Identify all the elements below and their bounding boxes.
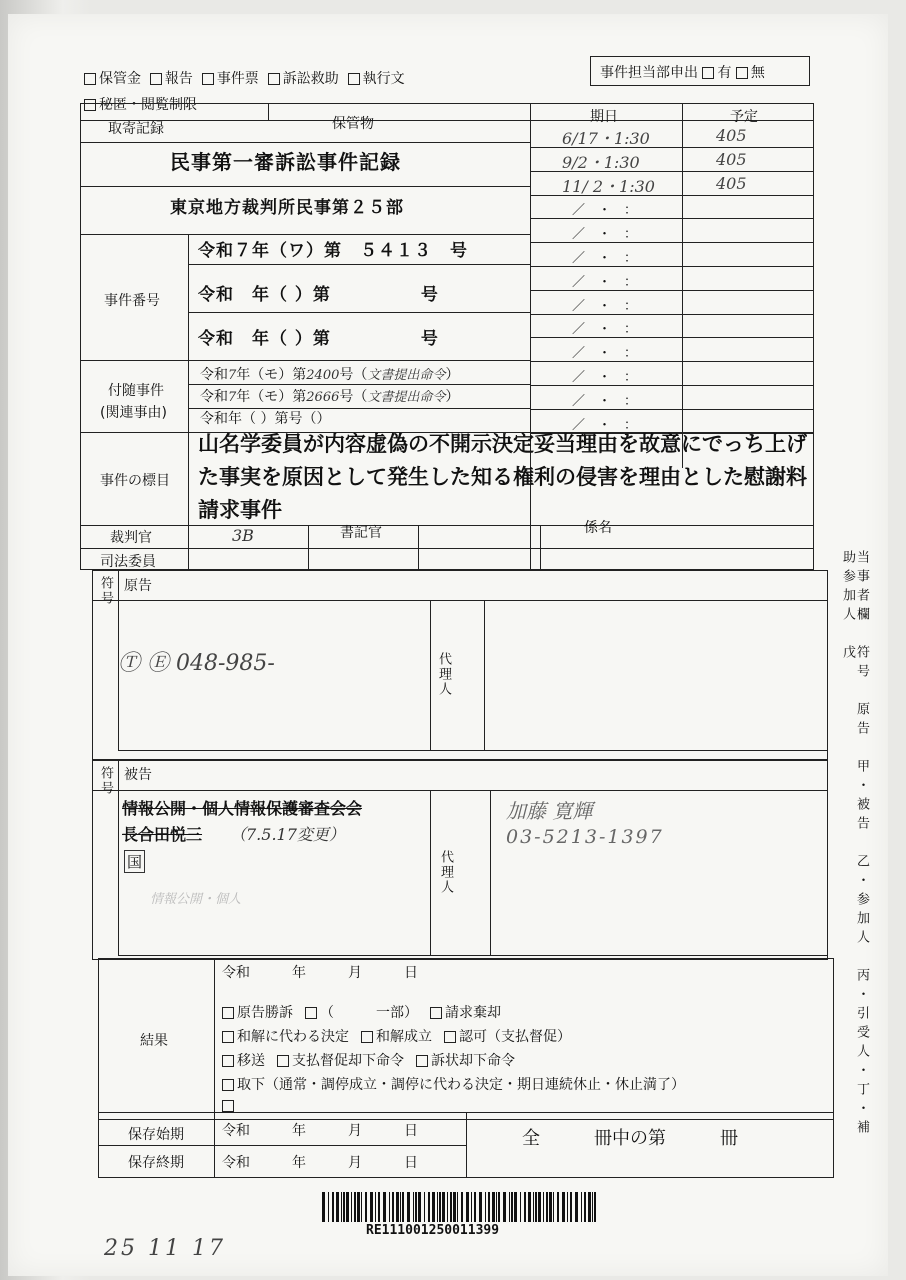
barcode-bar bbox=[567, 1192, 568, 1222]
subject-label: 事件の標目 bbox=[100, 473, 170, 489]
related-handwritten: 7 bbox=[228, 368, 237, 383]
related-case-row bbox=[200, 408, 330, 428]
date-blank: ／ ・ ： bbox=[572, 394, 638, 409]
barcode-bar bbox=[370, 1192, 373, 1222]
record-title: 民事第一審訴訟事件記録 bbox=[170, 150, 401, 174]
rule bbox=[80, 234, 530, 235]
date-blank: ／ ・ ： bbox=[572, 299, 638, 314]
toriyose-label: 取寄記録 bbox=[108, 121, 164, 137]
barcode-bar bbox=[471, 1192, 472, 1222]
checkbox-icon[interactable] bbox=[150, 73, 162, 85]
rule bbox=[188, 312, 530, 313]
date-blank: ／ ・ ： bbox=[572, 370, 638, 385]
case-number-1: 令和７年（ワ）第 ５４１３ 号 bbox=[198, 241, 468, 261]
barcode-bar bbox=[450, 1192, 452, 1222]
houkoku-label: 報告 bbox=[164, 71, 193, 87]
barcode-bar bbox=[402, 1192, 404, 1222]
related-label: 付随事件 bbox=[108, 383, 164, 399]
barcode-bar bbox=[396, 1192, 399, 1222]
rule bbox=[484, 600, 485, 750]
date-row-rule bbox=[530, 218, 814, 219]
related-text: 令和 bbox=[200, 367, 228, 383]
barcode-bar bbox=[437, 1192, 438, 1222]
hozon-end-label: 保存終期 bbox=[128, 1155, 184, 1171]
checkbox-icon[interactable] bbox=[361, 1031, 373, 1043]
kijitsu-label: 期日 bbox=[590, 109, 618, 125]
result-date: 令和 年 月 日 bbox=[222, 965, 418, 981]
barcode-bar bbox=[361, 1192, 362, 1222]
barcode-bar bbox=[492, 1192, 495, 1222]
kakari-label: 係名 bbox=[584, 520, 612, 536]
hokankin-label: 保管金 bbox=[99, 71, 141, 87]
barcode-bar bbox=[488, 1192, 490, 1222]
checkbox-icon[interactable] bbox=[736, 67, 748, 79]
result-option-label: 支払督促却下命令 bbox=[292, 1053, 404, 1069]
related-handwritten: 文書提出命令 bbox=[367, 368, 446, 383]
barcode-bar bbox=[457, 1192, 458, 1222]
barcode-bar bbox=[498, 1192, 500, 1222]
barcode-bar bbox=[375, 1192, 376, 1222]
rule bbox=[188, 384, 530, 385]
barcode-bar bbox=[428, 1192, 430, 1222]
barcode-bar bbox=[546, 1192, 548, 1222]
checkbox-icon[interactable] bbox=[305, 1007, 317, 1019]
date-blank: ／ ・ ： bbox=[572, 251, 638, 266]
rule bbox=[80, 142, 530, 143]
date-blank: ／ ・ ： bbox=[572, 418, 638, 433]
checkbox-icon[interactable] bbox=[348, 73, 360, 85]
rule bbox=[98, 1145, 466, 1146]
barcode-bar bbox=[413, 1192, 414, 1222]
hozon-start-label: 保存始期 bbox=[128, 1127, 184, 1143]
shikkobun-label: 執行文 bbox=[362, 71, 405, 87]
rule bbox=[92, 790, 828, 791]
result-option-label: 訴状却下命令 bbox=[431, 1053, 515, 1069]
date-row-rule bbox=[530, 266, 814, 267]
barcode-bar bbox=[415, 1192, 417, 1222]
related-text: 令和 bbox=[200, 389, 228, 405]
related-text: ） bbox=[316, 411, 331, 427]
barcode-bar bbox=[553, 1192, 554, 1222]
header-checkbox-row1 bbox=[84, 68, 405, 88]
defendant-change-note: （7.5.17変更） bbox=[230, 825, 345, 844]
plaintiff-agent-label: 代理人 bbox=[436, 652, 451, 697]
result-option-row bbox=[222, 1050, 527, 1070]
barcode-bar bbox=[322, 1192, 325, 1222]
sosho-kyujo-label: 訴訟救助 bbox=[282, 71, 339, 87]
barcode-bar bbox=[594, 1192, 596, 1222]
defendant-state: 国 bbox=[124, 850, 145, 873]
result-option-row bbox=[222, 1002, 513, 1022]
date-row-rule bbox=[530, 242, 814, 243]
date-blank: ／ ・ ： bbox=[572, 346, 638, 361]
barcode-bar bbox=[453, 1192, 456, 1222]
court-name: 東京地方裁判所民事第２５部 bbox=[170, 198, 404, 218]
barcode-bar bbox=[528, 1192, 531, 1222]
fugo-label-1: 符号 bbox=[98, 576, 113, 606]
checkbox-icon[interactable] bbox=[222, 1079, 234, 1091]
barcode-bar bbox=[336, 1192, 339, 1222]
rule bbox=[682, 103, 683, 468]
related-text: 令和 bbox=[200, 411, 228, 427]
barcode-bar bbox=[514, 1192, 517, 1222]
checkbox-icon[interactable] bbox=[268, 73, 280, 85]
barcode-bar bbox=[346, 1192, 349, 1222]
case-subject: 山名学委員が内容虚偽の不開示決定妥当理由を故意にでっち上げた事実を原因として発生した知る権利の侵害を理由とした慰謝料請求事件 bbox=[198, 432, 807, 522]
barcode-bar bbox=[543, 1192, 544, 1222]
defendant-agent-name: 加藤 寛輝 bbox=[506, 799, 593, 823]
rule bbox=[214, 1112, 215, 1178]
barcode-bar bbox=[328, 1192, 329, 1222]
rule bbox=[80, 120, 814, 121]
hearing-room: 405 bbox=[716, 126, 747, 145]
related-handwritten: 2400 bbox=[306, 368, 340, 383]
rule bbox=[188, 264, 530, 265]
dept-no-label: 無 bbox=[750, 65, 765, 81]
dept-report bbox=[600, 62, 765, 82]
barcode-bar bbox=[511, 1192, 513, 1222]
related-sub-label: (関連事由) bbox=[100, 405, 167, 421]
barcode-bar bbox=[496, 1192, 497, 1222]
related-handwritten: 文書提出命令 bbox=[367, 390, 446, 405]
rule bbox=[214, 958, 215, 1120]
checkbox-icon[interactable] bbox=[202, 73, 214, 85]
rule bbox=[540, 525, 541, 570]
barcode-bar bbox=[533, 1192, 534, 1222]
defendant-struck-line1: 情報公開・個人情報保護審査会会 bbox=[122, 799, 363, 818]
related-case-row bbox=[200, 386, 459, 406]
hitoku-label: 秘匿・閲覧制限 bbox=[99, 97, 197, 113]
barcode-bar bbox=[378, 1192, 380, 1222]
rule bbox=[118, 760, 119, 790]
judge-handwritten: 3B bbox=[232, 526, 254, 545]
checkbox-icon[interactable] bbox=[416, 1055, 428, 1067]
barcode-bar bbox=[432, 1192, 435, 1222]
rule bbox=[188, 432, 189, 570]
case-number-3: 令和 年（ ）第 号 bbox=[198, 329, 439, 349]
rule bbox=[80, 548, 814, 549]
barcode-bar bbox=[562, 1192, 565, 1222]
date-row-rule bbox=[530, 314, 814, 315]
barcode-bar bbox=[365, 1192, 367, 1222]
barcode-bar bbox=[520, 1192, 521, 1222]
barcode-number: RE111001250011399 bbox=[366, 1223, 500, 1238]
barcode-bar bbox=[557, 1192, 559, 1222]
defendant-agent-tel: 03-5213-1397 bbox=[506, 826, 664, 848]
result-option-label: 請求棄却 bbox=[445, 1005, 501, 1021]
date-stamp-handwritten: 25 11 17 bbox=[104, 1236, 226, 1261]
barcode-bar bbox=[524, 1192, 526, 1222]
date-blank: ／ ・ ： bbox=[572, 227, 638, 242]
barcode-bar bbox=[424, 1192, 425, 1222]
clerk-label: 書記官 bbox=[340, 525, 382, 541]
barcode-bar bbox=[509, 1192, 510, 1222]
checkbox-icon[interactable] bbox=[222, 1100, 234, 1112]
barcode-bar bbox=[400, 1192, 401, 1222]
related-text: 号（ bbox=[288, 411, 317, 427]
result-option-label: （ 一部） bbox=[320, 1005, 418, 1021]
barcode-bar bbox=[570, 1192, 572, 1222]
checkbox-icon[interactable] bbox=[430, 1007, 442, 1019]
rule bbox=[268, 103, 269, 120]
rule bbox=[466, 1112, 467, 1178]
result-option-row bbox=[222, 1074, 697, 1094]
related-text: 号（ bbox=[339, 389, 368, 405]
dept-report-label: 事件担当部申出 bbox=[600, 65, 698, 81]
rule bbox=[80, 360, 530, 361]
related-handwritten: 7 bbox=[228, 390, 237, 405]
checkbox-icon[interactable] bbox=[702, 67, 714, 79]
barcode-bar bbox=[439, 1192, 441, 1222]
barcode-bar bbox=[474, 1192, 476, 1222]
barcode-bar bbox=[442, 1192, 445, 1222]
barcode bbox=[320, 1192, 600, 1226]
related-text: ） bbox=[445, 389, 460, 405]
result-option-label: 和解成立 bbox=[376, 1029, 432, 1045]
related-text: 年（モ）第 bbox=[236, 367, 307, 383]
result-label: 結果 bbox=[140, 1033, 168, 1049]
party-legend: 当事者欄 符号 原告 甲・被告 乙・参加人 丙・引受人・丁・補助参加人 戊 bbox=[840, 550, 869, 1139]
hearing-date: 11/ 2・1:30 bbox=[562, 177, 655, 196]
defendant-agent-label: 代理人 bbox=[438, 850, 453, 895]
hozon-start-date: 令和 年 月 日 bbox=[222, 1123, 418, 1139]
case-number-2: 令和 年（ ）第 号 bbox=[198, 285, 439, 305]
date-row-rule bbox=[530, 409, 814, 410]
barcode-bar bbox=[354, 1192, 356, 1222]
defendant-faint-text: 情報公開・個人 bbox=[150, 892, 242, 907]
barcode-bar bbox=[581, 1192, 582, 1222]
checkbox-icon[interactable] bbox=[222, 1031, 234, 1043]
defendant-label: 被告 bbox=[124, 767, 152, 783]
checkbox-icon[interactable] bbox=[444, 1031, 456, 1043]
volume-count: 全 冊中の第 冊 bbox=[522, 1128, 738, 1149]
hearing-date: 9/2・1:30 bbox=[562, 153, 640, 172]
rule bbox=[80, 186, 530, 187]
date-row-rule bbox=[530, 385, 814, 386]
related-text: 年（ ）第 bbox=[228, 411, 289, 427]
barcode-bar bbox=[332, 1192, 334, 1222]
hearing-room: 405 bbox=[716, 150, 747, 169]
barcode-bar bbox=[392, 1192, 394, 1222]
barcode-bar bbox=[383, 1192, 386, 1222]
rule bbox=[490, 790, 491, 955]
barcode-bar bbox=[357, 1192, 360, 1222]
rule bbox=[118, 955, 828, 956]
related-text: 年（モ）第 bbox=[236, 389, 307, 405]
checkbox-icon[interactable] bbox=[222, 1055, 234, 1067]
barcode-bar bbox=[407, 1192, 410, 1222]
barcode-bar bbox=[584, 1192, 586, 1222]
hozon-end-date: 令和 年 月 日 bbox=[222, 1155, 418, 1171]
barcode-bar bbox=[575, 1192, 578, 1222]
barcode-bar bbox=[389, 1192, 390, 1222]
dept-yes-label: 有 bbox=[717, 65, 732, 81]
result-option-label: 認可（支払督促） bbox=[459, 1029, 571, 1045]
barcode-bar bbox=[479, 1192, 482, 1222]
defendant-struck-line2: 長合田悦三 bbox=[122, 825, 203, 844]
barcode-bar bbox=[343, 1192, 345, 1222]
rule bbox=[118, 790, 119, 955]
case-number-label: 事件番号 bbox=[104, 293, 160, 309]
barcode-bar bbox=[351, 1192, 352, 1222]
date-row-rule bbox=[530, 290, 814, 291]
date-row-rule bbox=[530, 361, 814, 362]
checkbox-icon[interactable] bbox=[222, 1007, 234, 1019]
barcode-bar bbox=[549, 1192, 552, 1222]
related-handwritten: 2666 bbox=[306, 390, 340, 405]
date-row-rule bbox=[530, 337, 814, 338]
barcode-bar bbox=[341, 1192, 342, 1222]
date-blank: ／ ・ ： bbox=[572, 322, 638, 337]
plaintiff-phone-handwritten: Ⓣ Ⓔ 048-985- bbox=[118, 651, 275, 676]
rule bbox=[418, 525, 419, 570]
rule bbox=[430, 600, 431, 750]
hearing-room: 405 bbox=[716, 174, 747, 193]
barcode-bar bbox=[485, 1192, 486, 1222]
barcode-bar bbox=[535, 1192, 537, 1222]
rule bbox=[430, 790, 431, 955]
barcode-bar bbox=[592, 1192, 593, 1222]
result-option-label: 原告勝訴 bbox=[237, 1005, 293, 1021]
barcode-bar bbox=[503, 1192, 506, 1222]
checkbox-icon[interactable] bbox=[84, 73, 96, 85]
result-option-row bbox=[222, 1026, 583, 1046]
related-text: 号（ bbox=[339, 367, 368, 383]
related-text: ） bbox=[445, 367, 460, 383]
checkbox-icon[interactable] bbox=[277, 1055, 289, 1067]
result-option-label: 取下（通常・調停成立・調停に代わる決定・期日連続休止・休止満了） bbox=[237, 1077, 685, 1093]
date-blank: ／ ・ ： bbox=[572, 203, 638, 218]
rule bbox=[92, 600, 828, 601]
barcode-bar bbox=[466, 1192, 469, 1222]
barcode-bar bbox=[418, 1192, 421, 1222]
rule bbox=[308, 525, 309, 570]
rule bbox=[118, 570, 119, 600]
shiho-label: 司法委員 bbox=[100, 554, 156, 570]
barcode-bar bbox=[538, 1192, 541, 1222]
related-case-row bbox=[200, 364, 459, 384]
barcode-bar bbox=[461, 1192, 463, 1222]
judge-label: 裁判官 bbox=[110, 530, 152, 546]
plaintiff-label: 原告 bbox=[124, 578, 152, 594]
hokanbutsu-label: 保管物 bbox=[332, 116, 374, 132]
hearing-date: 6/17・1:30 bbox=[562, 129, 650, 148]
rule bbox=[118, 750, 828, 751]
jikenhyo-label: 事件票 bbox=[216, 71, 259, 87]
result-option-label: 移送 bbox=[237, 1053, 265, 1069]
result-option-label: 和解に代わる決定 bbox=[237, 1029, 349, 1045]
date-blank: ／ ・ ： bbox=[572, 275, 638, 290]
barcode-bar bbox=[447, 1192, 448, 1222]
barcode-bar bbox=[588, 1192, 591, 1222]
fugo-label-2: 符号 bbox=[98, 766, 113, 796]
yotei-label: 予定 bbox=[730, 109, 758, 125]
